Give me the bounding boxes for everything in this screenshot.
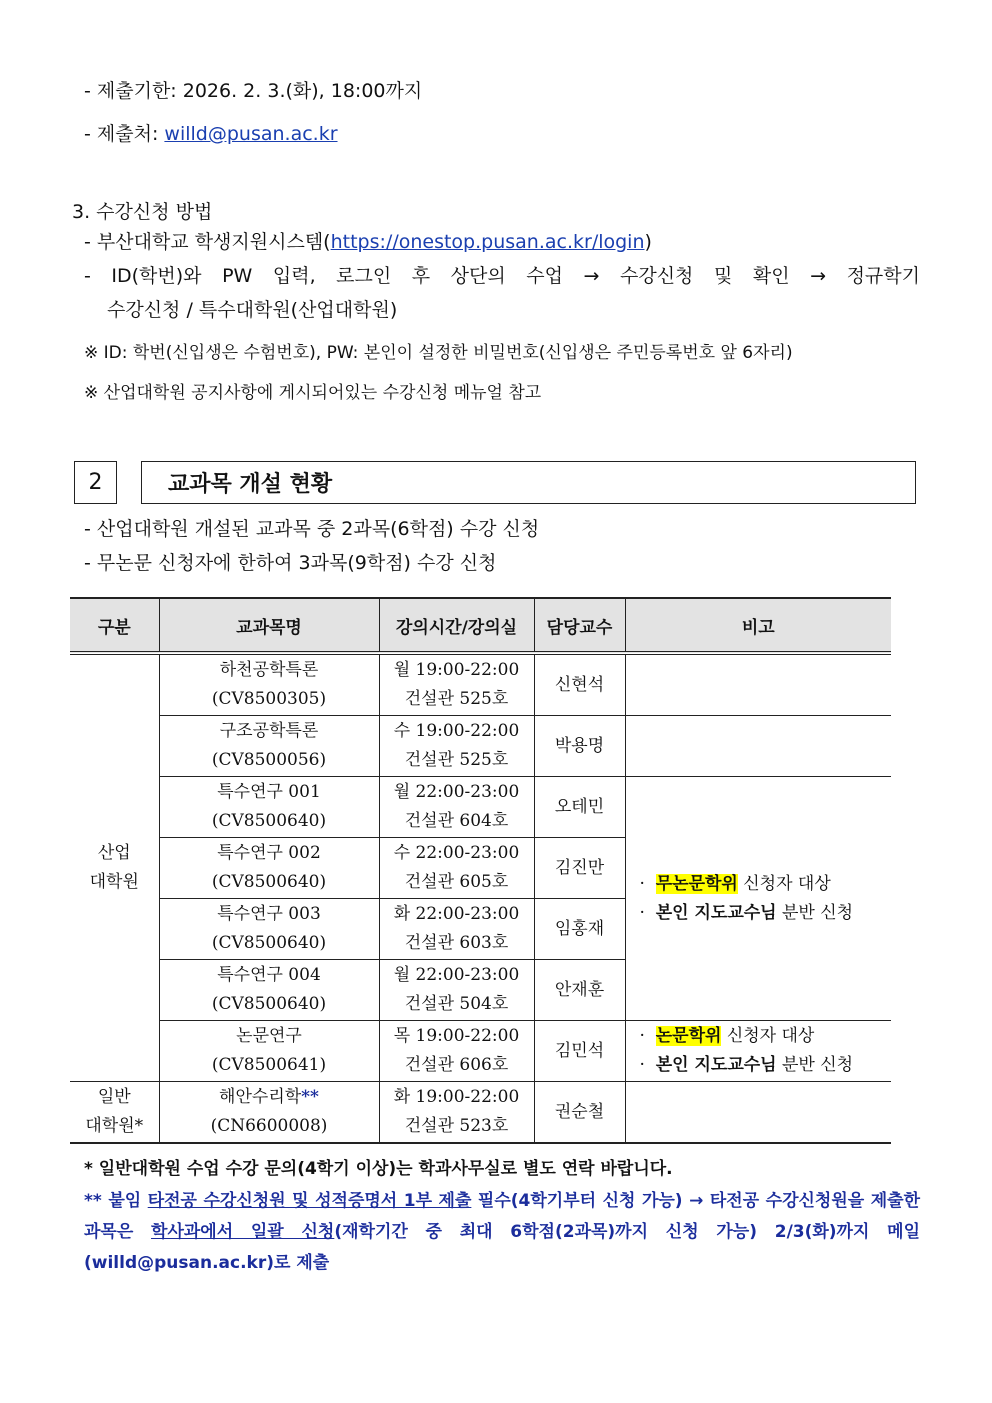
- course-code: (CV8500640): [211, 872, 327, 892]
- lecture-room: 건설관 604호: [404, 811, 509, 831]
- advisor-bold: 본인 지도교수님: [655, 902, 777, 923]
- lecture-time: 목 19:00-22:00: [393, 1026, 520, 1046]
- advisor-bold: 본인 지도교수님: [655, 1055, 777, 1075]
- lecture-room: 건설관 525호: [404, 689, 509, 709]
- time-cell: [379, 777, 534, 838]
- course-name-line: [160, 1083, 379, 1112]
- course-cell: [159, 653, 379, 716]
- header-remarks: 비고: [625, 598, 891, 653]
- professor-cell: 박용명: [534, 716, 625, 777]
- professor-cell: 김민석: [534, 1021, 625, 1082]
- remarks-cell: [625, 1082, 891, 1144]
- section2-number: 2: [74, 461, 117, 504]
- highlight-thesis: 논문학위: [655, 1026, 722, 1046]
- professor-cell: 김진만: [534, 838, 625, 899]
- table-header-row: [70, 598, 891, 653]
- header-category: 구분: [70, 598, 159, 653]
- course-name: 특수연구 004: [217, 965, 321, 985]
- professor-cell: 신현석: [534, 653, 625, 716]
- header-course: 교과목명: [159, 598, 379, 653]
- section3-note2: ※ 산업대학원 공지사항에 게시되어있는 수강신청 메뉴얼 참고: [84, 383, 542, 403]
- remarks-non-thesis: [625, 777, 891, 1021]
- lecture-time: 월 22:00-23:00: [393, 782, 520, 802]
- section2-line2: - 무논문 신청자에 한하여 3과목(9학점) 수강 신청: [84, 552, 497, 574]
- remarks-cell: [625, 653, 891, 716]
- time-cell: [379, 1021, 534, 1082]
- lecture-room: 건설관 504호: [404, 994, 509, 1014]
- remarks-cell: [625, 716, 891, 777]
- footnote-2: [84, 1186, 920, 1279]
- lecture-room: 건설관 603호: [404, 933, 509, 953]
- highlight-non-thesis: 무논문학위: [655, 873, 738, 894]
- lecture-room: 건설관 606호: [404, 1055, 509, 1075]
- professor-cell: 오테민: [534, 777, 625, 838]
- onestop-link[interactable]: https://onestop.pusan.ac.kr/login: [330, 231, 645, 253]
- bullet: ·: [639, 1055, 645, 1075]
- lecture-room: 건설관 605호: [404, 872, 509, 892]
- lecture-time: 화 19:00-22:00: [393, 1087, 520, 1107]
- header-professor: 담당교수: [534, 598, 625, 653]
- professor-cell: 임홍재: [534, 899, 625, 960]
- course-code: (CV8500640): [211, 994, 327, 1014]
- time-cell: [379, 899, 534, 960]
- course-cell: [159, 1082, 379, 1144]
- course-cell: [159, 716, 379, 777]
- table-row: [70, 716, 891, 777]
- course-cell: [159, 777, 379, 838]
- bullet: ·: [639, 902, 645, 923]
- table-row: [70, 777, 891, 838]
- remarks-thesis: [625, 1021, 891, 1082]
- deadline-line: - 제출기한: 2026. 2. 3.(화), 18:00까지: [84, 80, 423, 102]
- course-cell: [159, 960, 379, 1021]
- submit-email-link[interactable]: willd@pusan.ac.kr: [164, 123, 338, 145]
- course-name: 구조공학특론: [219, 721, 319, 741]
- time-cell: [379, 653, 534, 716]
- submit-to-label: - 제출처:: [84, 123, 165, 145]
- lecture-time: 화 22:00-23:00: [393, 904, 520, 924]
- remark-line: [640, 899, 892, 928]
- footnote-2-part: (재학기간 중 최대 6학점(2과목)까지 신청 가능) 2/3(화)까지 메일(willd@pusan.ac.kr)로 제출: [84, 1222, 920, 1273]
- remark-line: [640, 1051, 892, 1080]
- lecture-time: 수 19:00-22:00: [393, 721, 520, 741]
- course-code: (CV8500305): [211, 689, 327, 709]
- footnote-1: * 일반대학원 수업 수강 문의(4학기 이상)는 학과사무실로 별도 연락 바랍니다.: [84, 1159, 673, 1179]
- course-name: 특수연구 003: [217, 904, 321, 924]
- table-row: [70, 653, 891, 716]
- section3-title: 3. 수강신청 방법: [72, 201, 213, 223]
- course-name: 특수연구 002: [217, 843, 321, 863]
- group-industrial: 산업 대학원: [70, 653, 159, 1082]
- group-general: 일반 대학원*: [70, 1082, 159, 1144]
- remark-text: 분반 신청: [776, 1055, 854, 1075]
- footnote-2-underline-2: 학사과에서 일괄 신청: [151, 1222, 335, 1242]
- footnote-2-underline-1: 타전공 수강신청원 및 성적증명서 1부 제출: [147, 1191, 472, 1211]
- section3-line2: - ID(학번)와 PW 입력, 로그인 후 상단의 수업 → 수강신청 및 확인 → 정규학기: [84, 265, 920, 287]
- section3-line1: [84, 229, 652, 255]
- table-row: [70, 1021, 891, 1082]
- remark-text: 신청자 대상: [737, 873, 831, 894]
- remark-text: 신청자 대상: [721, 1026, 815, 1046]
- header-time-room: 강의시간/강의실: [379, 598, 534, 653]
- footnote-2-part: ** 붙임: [84, 1191, 148, 1211]
- section3-line1-prefix: - 부산대학교 학생지원시스템(: [84, 231, 331, 253]
- section2-line1: - 산업대학원 개설된 교과목 중 2과목(6학점) 수강 신청: [84, 518, 540, 540]
- lecture-time: 수 22:00-23:00: [393, 843, 520, 863]
- section3-note1: ※ ID: 학번(신입생은 수험번호), PW: 본인이 설정한 비밀번호(신입생은 주민등록번호 앞 6자리): [84, 343, 793, 363]
- table-row: [70, 1082, 891, 1144]
- time-cell: [379, 716, 534, 777]
- course-name: 논문연구: [236, 1026, 302, 1046]
- section3-line3: 수강신청 / 특수대학원(산업대학원): [107, 299, 398, 321]
- professor-cell: 안재훈: [534, 960, 625, 1021]
- lecture-room: 건설관 523호: [404, 1116, 509, 1136]
- course-name: 하천공학특론: [219, 660, 319, 680]
- lecture-time: 월 19:00-22:00: [393, 660, 520, 680]
- professor-cell: 권순철: [534, 1082, 625, 1144]
- course-mark: **: [301, 1087, 319, 1107]
- course-name: 해안수리학: [219, 1087, 302, 1107]
- time-cell: [379, 960, 534, 1021]
- course-name: 특수연구 001: [217, 782, 321, 802]
- bullet: ·: [639, 873, 645, 894]
- lecture-room: 건설관 525호: [404, 750, 509, 770]
- section3-line1-suffix: ): [644, 231, 652, 253]
- course-cell: [159, 1021, 379, 1082]
- course-code: (CV8500640): [211, 933, 327, 953]
- remark-line: [640, 870, 892, 899]
- course-cell: [159, 838, 379, 899]
- time-cell: [379, 1082, 534, 1144]
- remark-line: [640, 1022, 892, 1051]
- course-code: (CV8500056): [211, 750, 327, 770]
- lecture-time: 월 22:00-23:00: [393, 965, 520, 985]
- footnote-2-part: 필수(4학기부터 신청 가능) → 타전공 수강신청원을 제출한 과목은: [84, 1191, 920, 1242]
- course-cell: [159, 899, 379, 960]
- time-cell: [379, 838, 534, 899]
- course-code: (CV8500641): [211, 1055, 327, 1075]
- bullet: ·: [639, 1026, 645, 1046]
- submit-to-line: [84, 121, 338, 147]
- remark-text: 분반 신청: [776, 902, 854, 923]
- course-code: (CV8500640): [211, 811, 327, 831]
- course-table: [70, 597, 891, 1144]
- course-code: (CN6600008): [210, 1116, 328, 1136]
- section2-title: 교과목 개설 현황: [141, 461, 916, 504]
